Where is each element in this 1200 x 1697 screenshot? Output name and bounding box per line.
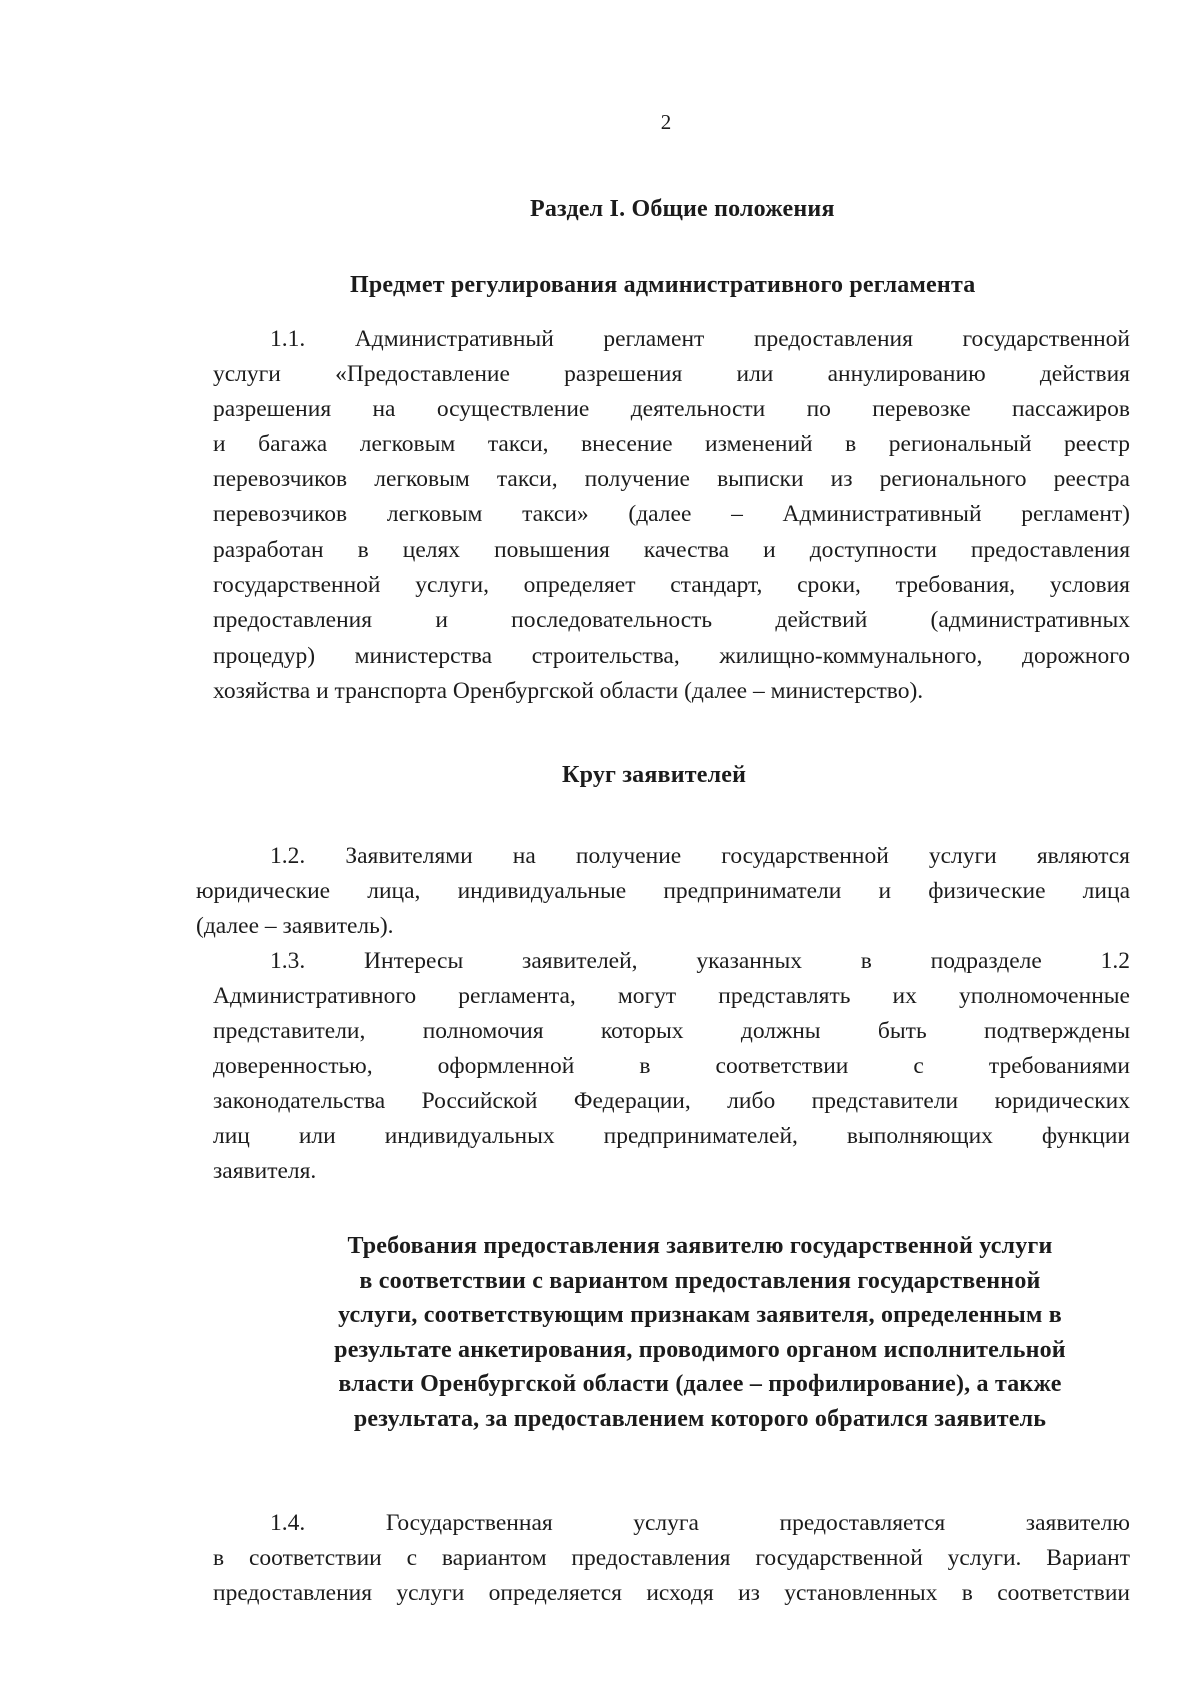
paragraph-line: и багажа легковым такси, внесение изменений в региональный реестр <box>213 431 1130 457</box>
paragraph-line: хозяйства и транспорта Оренбургской области (далее – министерство). <box>213 678 924 704</box>
paragraph-line: Административного регламента, могут представлять их уполномоченные <box>213 983 1130 1009</box>
paragraph-line: 1.3. Интересы заявителей, указанных в подразделе 1.2 <box>270 948 1130 974</box>
paragraph-line: (далее – заявитель). <box>196 913 394 939</box>
paragraph-line: заявителя. <box>213 1158 317 1184</box>
section-title: Раздел I. Общие положения <box>530 196 835 222</box>
paragraph-line: государственной услуги, определяет стандарт, сроки, требования, условия <box>213 572 1130 598</box>
paragraph-line: представители, полномочия которых должны быть подтверждены <box>213 1018 1130 1044</box>
subject-title: Предмет регулирования административного регламента <box>350 272 976 298</box>
paragraph-line: 1.2. Заявителями на получение государственной услуги являются <box>270 843 1130 869</box>
page-number: 2 <box>660 110 672 134</box>
paragraph-line: в соответствии с вариантом предоставления государственной услуги. Вариант <box>213 1545 1130 1571</box>
paragraph-line: разрешения на осуществление деятельности по перевозке пассажиров <box>213 396 1130 422</box>
paragraph-line: перевозчиков легковым такси» (далее – Административный регламент) <box>213 501 1130 527</box>
requirements-title-line: власти Оренбургской области (далее – профилирование), а также <box>338 1371 1062 1397</box>
paragraph-line: процедур) министерства строительства, жилищно-коммунального, дорожного <box>213 643 1130 669</box>
paragraph-line: законодательства Российской Федерации, либо представители юридических <box>213 1088 1130 1114</box>
paragraph-line: лиц или индивидуальных предпринимателей, выполняющих функции <box>213 1123 1130 1149</box>
paragraph-line: разработан в целях повышения качества и доступности предоставления <box>213 537 1130 563</box>
requirements-title-line: в соответствии с вариантом предоставления государственной <box>359 1267 1041 1294</box>
requirements-title-line: Требования предоставления заявителю государственной услуги <box>347 1233 1053 1259</box>
requirements-title <box>260 1229 1140 1436</box>
paragraph-line: предоставления и последовательность действий (административных <box>213 607 1130 633</box>
paragraph-line: 1.1. Административный регламент предоставления государственной <box>270 326 1130 352</box>
requirements-title-line: результата, за предоставлением которого обратился заявитель <box>353 1405 1047 1432</box>
requirements-title-line: результате анкетирования, проводимого органом исполнительной <box>334 1336 1066 1363</box>
paragraph-line: юридические лица, индивидуальные предприниматели и физические лица <box>196 878 1130 904</box>
paragraph-line: доверенностью, оформленной в соответствии с требованиями <box>213 1053 1130 1079</box>
paragraph-line: 1.4. Государственная услуга предоставляется заявителю <box>270 1510 1130 1536</box>
applicants-title: Круг заявителей <box>562 762 747 788</box>
paragraph-line: перевозчиков легковым такси, получение выписки из регионального реестра <box>213 466 1130 492</box>
paragraph-line: услуги «Предоставление разрешения или аннулированию действия <box>213 361 1130 387</box>
paragraph-line: предоставления услуги определяется исходя из установленных в соответствии <box>213 1580 1130 1606</box>
requirements-title-line: услуги, соответствующим признакам заявителя, определенным в <box>338 1302 1062 1328</box>
